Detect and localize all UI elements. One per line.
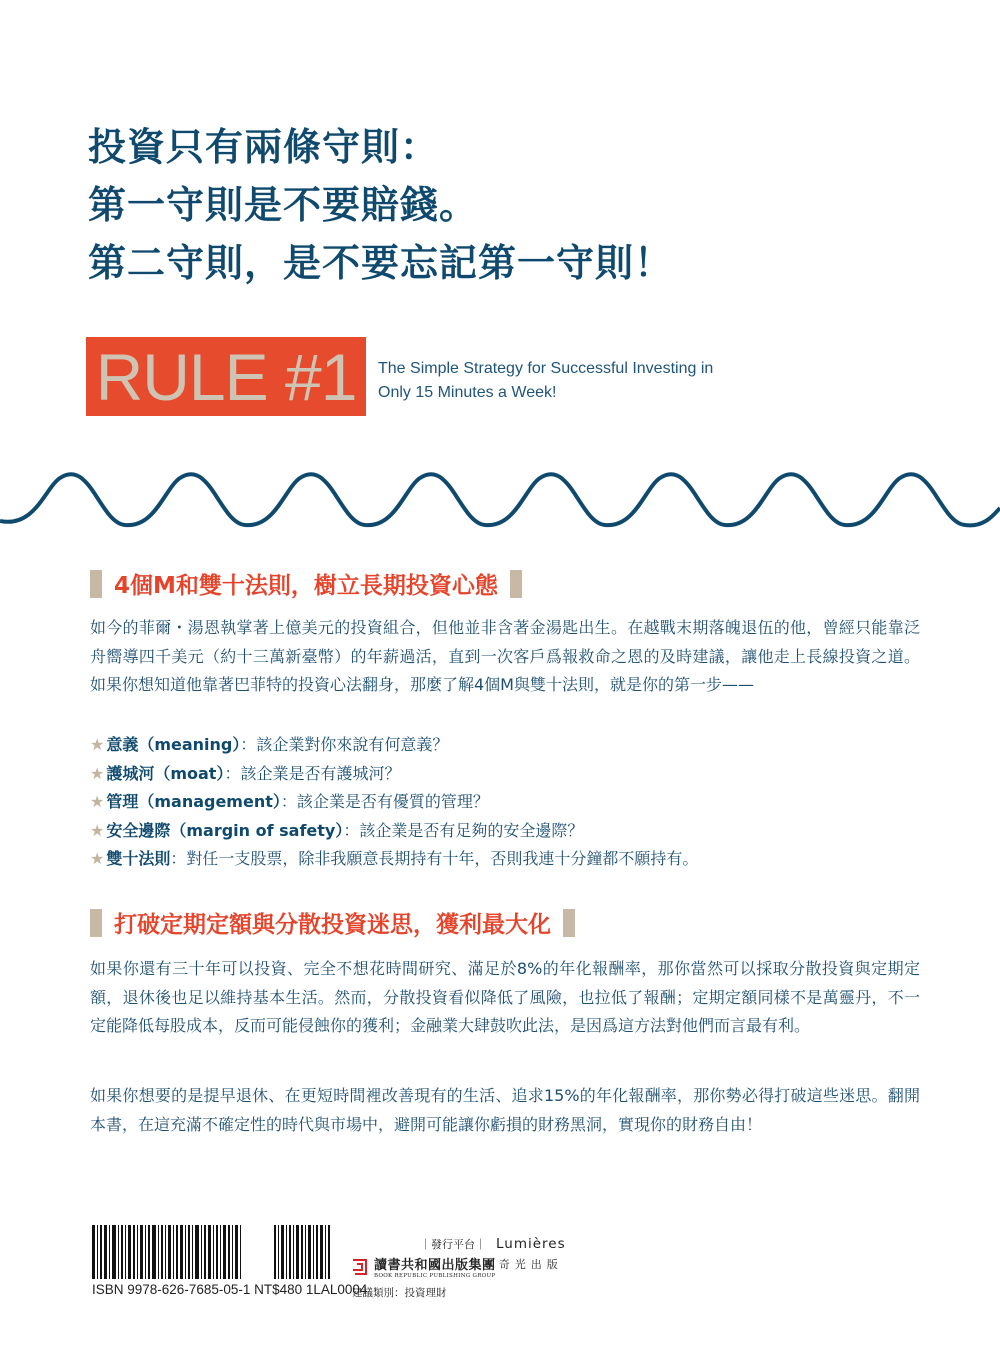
imprint-logo xyxy=(496,1236,566,1272)
isbn-price-code: ISBN 9978-626-7685-05-1 NT$480 1LAL0004 xyxy=(92,1282,368,1297)
list-item xyxy=(90,845,698,874)
imprint-name-en: Lumières xyxy=(496,1236,566,1252)
publisher-platform-label: ｜發行平台｜ xyxy=(420,1238,486,1251)
english-subtitle xyxy=(378,357,713,405)
list-item xyxy=(90,788,698,817)
heading-bar-left xyxy=(90,909,102,937)
barcode-block xyxy=(92,1225,367,1297)
section-2-paragraph-2: 如果你想要的是提早退休、在更短時間裡改善現有的生活、追求15%的年化報酬率，那你勢必得打破這些迷思。翻開本書，在這充滿不確定性的時代與市場中，避開可能讓你虧損的財務黑洞，實現你的財務自由！ xyxy=(90,1086,920,1134)
heading-bar-right xyxy=(510,570,522,598)
book-category: 建議類別：投資理財 xyxy=(352,1287,447,1299)
publisher-block xyxy=(352,1236,496,1300)
imprint-name-zh: 奇光出版 xyxy=(498,1258,563,1271)
headline-line-2: 第一守則是不要賠錢。 xyxy=(88,183,479,227)
list-item-desc: ：該企業是否有護城河？ xyxy=(224,763,401,783)
section-1-heading xyxy=(90,567,522,600)
section-1-title: 4個M和雙十法則，樹立長期投資心態 xyxy=(114,573,498,599)
publisher-logo-icon xyxy=(352,1258,368,1276)
heading-bar-left xyxy=(90,570,102,598)
list-item-desc: ：該企業是否有優質的管理？ xyxy=(280,792,489,811)
subtitle-line-1: The Simple Strategy for Successful Investing in xyxy=(378,360,714,377)
headline xyxy=(88,118,673,292)
rule-badge xyxy=(86,337,366,416)
star-icon: ★ xyxy=(90,820,105,840)
list-item xyxy=(90,817,698,846)
list-item-term: 雙十法則 xyxy=(106,849,171,868)
list-item-term: 護城河（moat） xyxy=(106,763,225,783)
list-item-desc: ：該企業是否有足夠的安全邊際？ xyxy=(343,820,584,840)
list-item xyxy=(90,760,698,789)
rule-badge-text: RULE #1 xyxy=(95,339,357,414)
star-icon: ★ xyxy=(90,735,105,754)
four-m-list xyxy=(90,731,698,874)
list-item-term: 安全邊際（margin of safety） xyxy=(106,820,344,840)
headline-line-3: 第二守則，是不要忘記第一守則！ xyxy=(88,241,674,285)
star-icon: ★ xyxy=(90,792,105,811)
heading-bar-right xyxy=(563,909,575,937)
headline-line-1: 投資只有兩條守則： xyxy=(88,125,440,169)
subtitle-line-2: Only 15 Minutes a Week! xyxy=(378,384,557,401)
list-item-term: 管理（management） xyxy=(106,792,281,811)
publisher-name-en: BOOK REPUBLIC PUBLISHING GROUP xyxy=(374,1273,496,1279)
star-icon: ★ xyxy=(90,849,105,868)
section-1-paragraph: 如今的菲爾・湯恩執掌著上億美元的投資組合，但他並非含著金湯匙出生。在越戰末期落魄退伍的他，曾經只能靠泛舟嚮導四千美元（約十三萬新臺幣）的年薪過活，直到一次客戶爲報救命之恩的及時建議，讓他走上長線投資之道。如果你想知道他靠著巴菲特的投資心法翻身，那麼了解4個M與雙十法則，就是你的第一步—— xyxy=(90,618,920,694)
wave-divider xyxy=(0,468,1000,538)
list-item-desc: ：該企業對你來說有何意義？ xyxy=(240,735,449,754)
barcode-icon xyxy=(92,1225,340,1279)
list-item-term: 意義（meaning） xyxy=(106,735,241,754)
publisher-name: 讀書共和國出版集團 xyxy=(374,1258,496,1273)
list-item-desc: ：對任一支股票，除非我願意長期持有十年，否則我連十分鐘都不願持有。 xyxy=(170,849,699,868)
section-2-heading xyxy=(90,906,575,939)
section-2-paragraph-1: 如果你還有三十年可以投資、完全不想花時間研究、滿足於8%的年化報酬率，那你當然可以採取分散投資與定期定額，退休後也足以維持基本生活。然而，分散投資看似降低了風險，也拉低了報酬；定期定額同樣不是萬靈丹，不一定能降低每股成本，反而可能侵蝕你的獲利；金融業大肆鼓吹此法，是因爲這方法對他們而言最有利。 xyxy=(90,959,920,1035)
section-2-title: 打破定期定額與分散投資迷思，獲利最大化 xyxy=(114,912,551,938)
star-icon: ★ xyxy=(90,763,105,783)
list-item xyxy=(90,731,698,760)
